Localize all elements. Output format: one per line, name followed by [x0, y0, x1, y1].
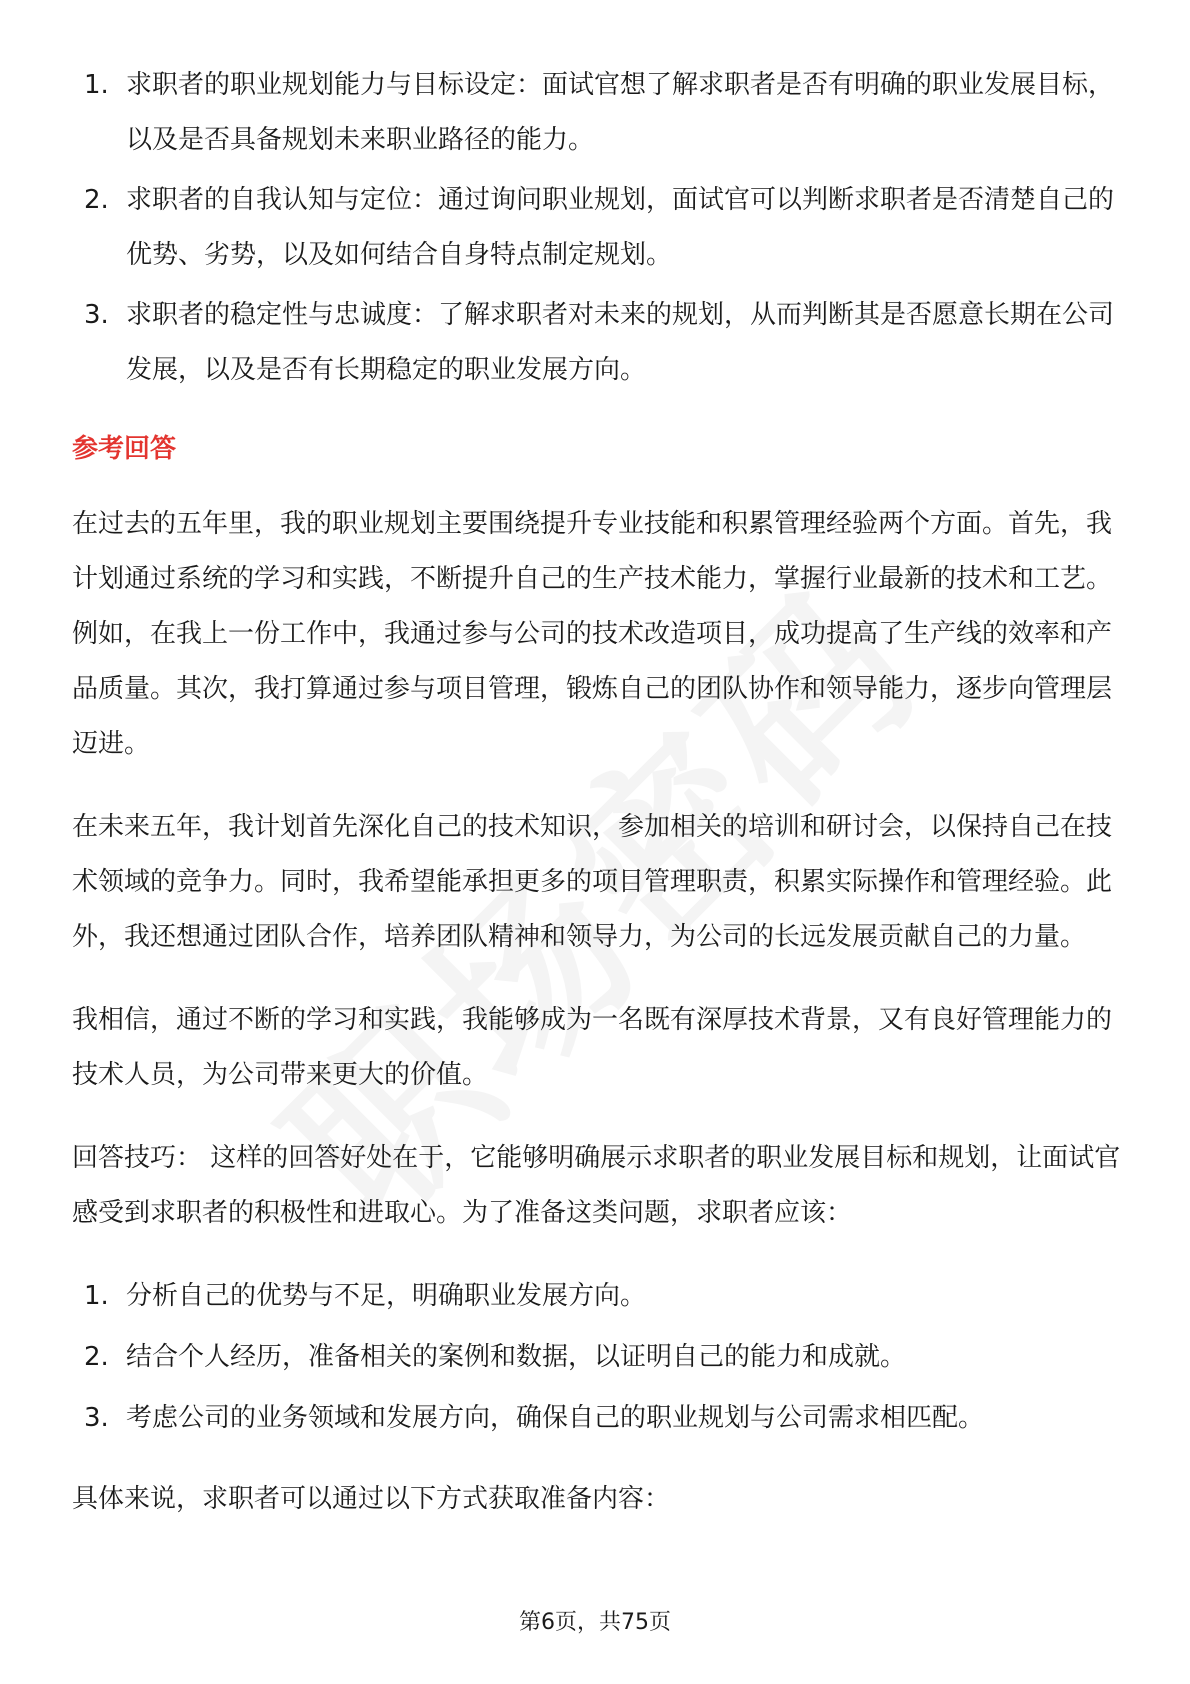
paragraph: 回答技巧： 这样的回答好处在于，它能够明确展示求职者的职业发展目标和规划，让面试官感受到求职者的积极性和进取心。为了准备这类问题，求职者应该： — [72, 1143, 1121, 1228]
list-text: 求职者的自我认知与定位：通过询问职业规划，面试官可以判断求职者是否清楚自己的优势、劣势，以及如何结合自身特点制定规划。 — [126, 185, 1115, 270]
document-body — [72, 58, 1122, 1555]
list-item — [72, 1330, 1122, 1385]
closing-paragraph: 具体来说，求职者可以通过以下方式获取准备内容： — [72, 1484, 671, 1514]
list-item — [72, 288, 1122, 398]
list-number: 3. — [84, 1403, 109, 1433]
list-number: 2. — [84, 185, 109, 215]
list-number: 1. — [84, 1281, 109, 1311]
list-text: 考虑公司的业务领域和发展方向，确保自己的职业规划与公司需求相匹配。 — [126, 1403, 985, 1433]
paragraph: 在未来五年，我计划首先深化自己的技术知识，参加相关的培训和研讨会，以保持自己在技术领域的竞争力。同时，我希望能承担更多的项目管理职责，积累实际操作和管理经验。此外，我还想通过团队合作，培养团队精神和领导力，为公司的长远发展贡献自己的力量。 — [72, 812, 1113, 952]
list-text: 结合个人经历，准备相关的案例和数据，以证明自己的能力和成就。 — [126, 1342, 907, 1372]
list-number: 1. — [84, 70, 109, 100]
tips-list — [72, 1269, 1122, 1446]
list-text: 分析自己的优势与不足，明确职业发展方向。 — [126, 1281, 647, 1311]
list-item — [72, 173, 1122, 283]
list-item — [72, 58, 1122, 168]
paragraph: 在过去的五年里，我的职业规划主要围绕提升专业技能和积累管理经验两个方面。首先，我计划通过系统的学习和实践，不断提升自己的生产技术能力，掌握行业最新的技术和工艺。例如，在我上一份工作中，我通过参与公司的技术改造项目，成功提高了生产线的效率和产品质量。其次，我打算通过参与项目管理，锻炼自己的团队协作和领导能力，逐步向管理层迈进。 — [72, 509, 1113, 759]
list-item — [72, 1391, 1122, 1446]
list-number: 3. — [84, 300, 109, 330]
section-title: 参考回答 — [72, 434, 177, 464]
list-text: 求职者的稳定性与忠诚度：了解求职者对未来的规划，从而判断其是否愿意长期在公司发展，以及是否有长期稳定的职业发展方向。 — [126, 300, 1115, 385]
intro-list — [72, 58, 1122, 398]
page-footer: 第6页，共75页 — [519, 1610, 671, 1635]
paragraph: 我相信，通过不断的学习和实践，我能够成为一名既有深厚技术背景，又有良好管理能力的技术人员，为公司带来更大的价值。 — [72, 1005, 1113, 1090]
list-item — [72, 1269, 1122, 1324]
list-number: 2. — [84, 1342, 109, 1372]
list-text: 求职者的职业规划能力与目标设定：面试官想了解求职者是否有明确的职业发展目标，以及是否具备规划未来职业路径的能力。 — [126, 70, 1115, 155]
